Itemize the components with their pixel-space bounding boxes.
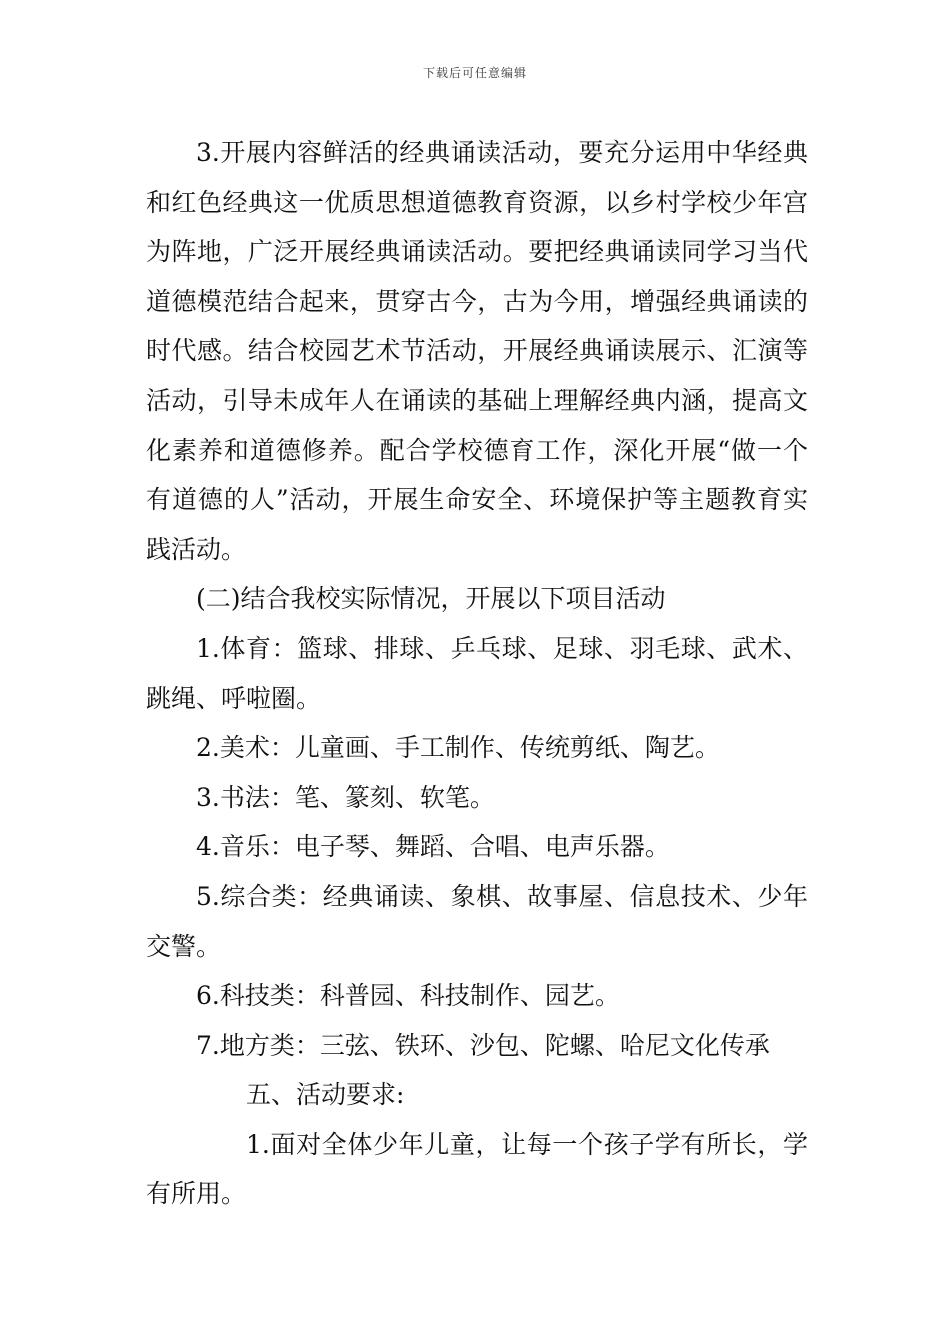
paragraph-art: 2.美术：儿童画、手工制作、传统剪纸、陶艺。 [196, 733, 720, 763]
paragraph-sports: 1.体育：篮球、排球、乒乓球、足球、羽毛球、武术、跳绳、呼啦圈。 [146, 633, 808, 713]
paragraph-local: 7.地方类：三弦、铁环、沙包、陀螺、哈尼文化传承 [196, 1030, 770, 1060]
paragraph-section-two-heading: (二)结合我校实际情况，开展以下项目活动 [196, 584, 666, 614]
paragraph-section-five-heading: 五、活动要求: [246, 1080, 405, 1110]
paragraph-requirement-one: 1.面对全体少年儿童，让每一个孩子学有所长，学有所用。 [146, 1129, 808, 1209]
paragraph-classic-reading: 3.开展内容鲜活的经典诵读活动，要充分运用中华经典和红色经典这一优质思想道德教育资源，以乡村学校少年宫为阵地，广泛开展经典诵读活动。要把经典诵读同学习当代道德模范结合起来，贯穿古今，古为今用，增强经典诵读的时代感。结合校园艺术节活动，开展经典诵读展示、汇演等活动，引导未成年人在诵读的基础上理解经典内涵，提高文化素养和道德修养。配合学校德育工作，深化开展“做一个有道德的人”活动，开展生命安全、环境保护等主题教育实践活动。 [146, 138, 808, 564]
paragraph-technology: 6.科技类：科普园、科技制作、园艺。 [196, 981, 620, 1011]
page-header-note: 下载后可任意编辑 [422, 66, 527, 80]
document-body [146, 128, 808, 1219]
paragraph-comprehensive: 5.综合类：经典诵读、象棋、故事屋、信息技术、少年交警。 [146, 881, 808, 961]
paragraph-calligraphy: 3.书法：笔、篆刻、软笔。 [196, 782, 495, 812]
paragraph-music: 4.音乐：电子琴、舞蹈、合唱、电声乐器。 [196, 832, 670, 862]
